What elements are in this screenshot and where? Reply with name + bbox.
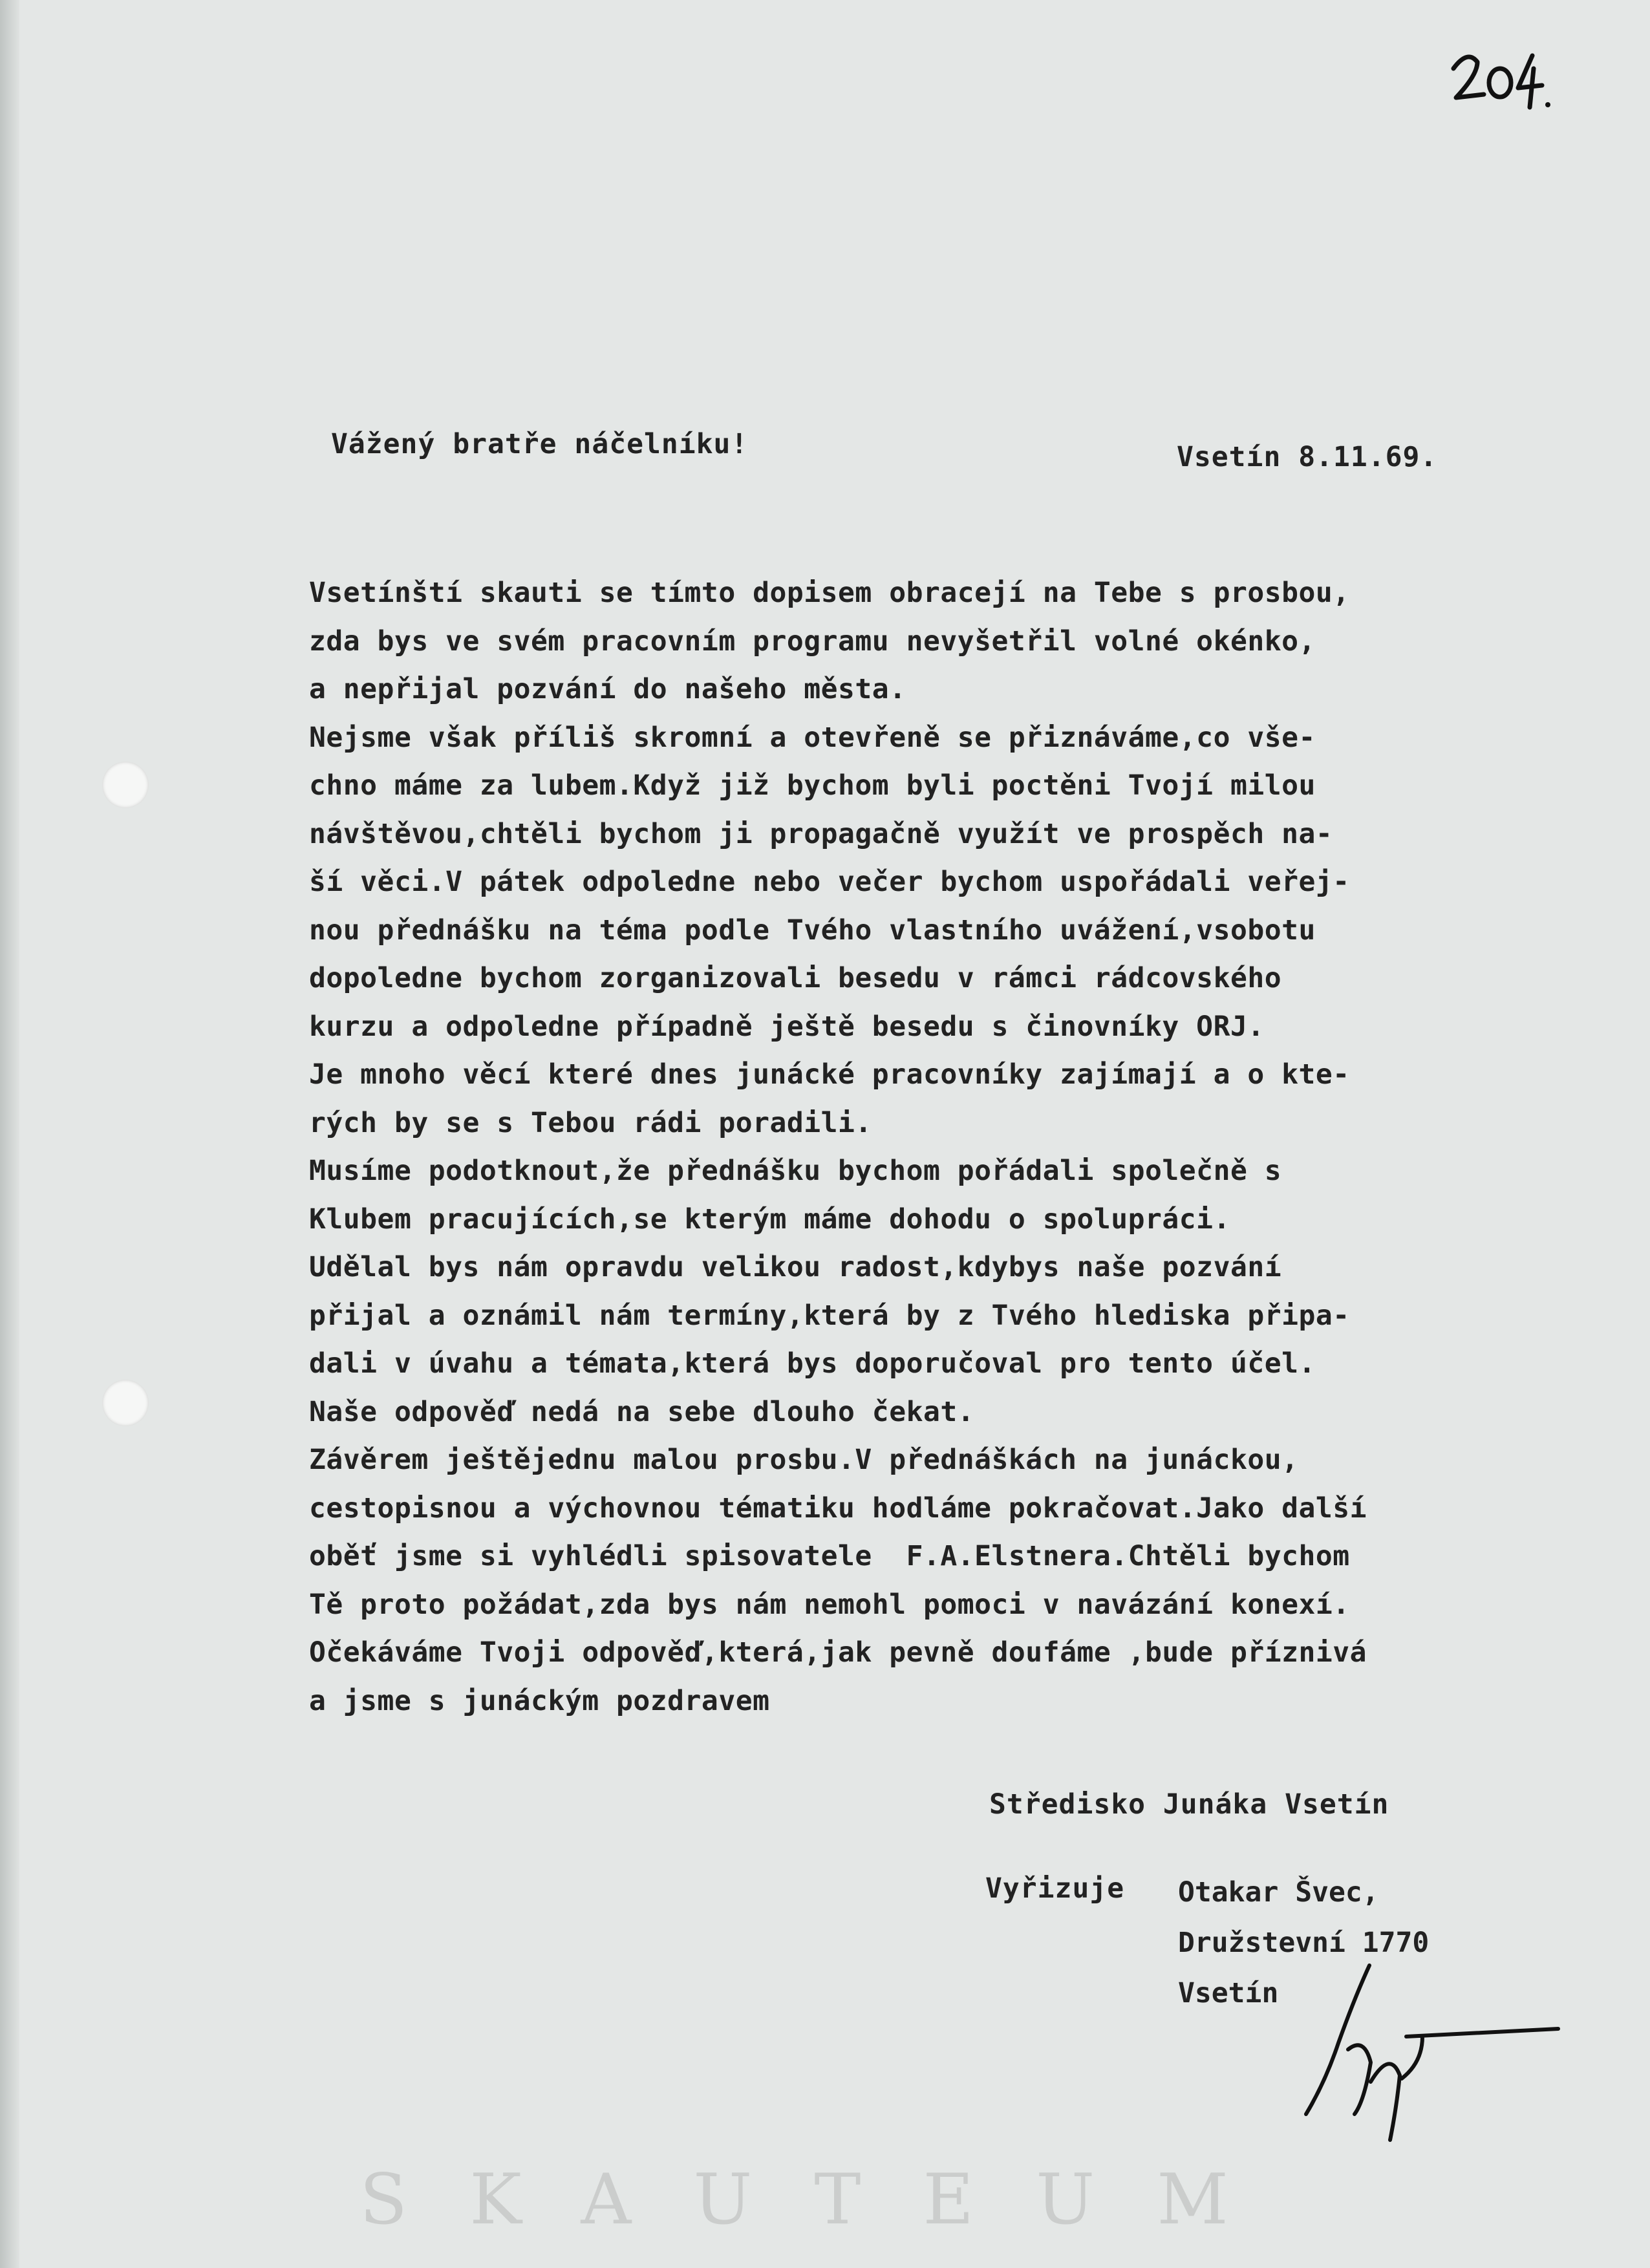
address-line: Družstevní 1770	[1178, 1927, 1430, 1959]
body-line: cestopisnou a výchovnou tématiku hodláme pokračovat.Jako další	[309, 1492, 1367, 1524]
letter-body	[309, 569, 1367, 1725]
body-line: a nepřijal pozvání do našeho města.	[309, 673, 906, 705]
body-line: přijal a oznámil nám termíny,která by z Tvého hlediska připa-	[309, 1299, 1350, 1332]
body-line: Musíme podotknout,že přednášku bychom pořádali společně s	[309, 1155, 1282, 1187]
watermark: SKAUTEUM	[359, 2159, 1291, 2240]
body-line: dopoledne bychom zorganizovali besedu v rámci rádcovského	[309, 962, 1282, 994]
body-line: chno máme za lubem.Když již bychom byli poctěni Tvojí milou	[309, 769, 1316, 802]
body-line: zda bys ve svém pracovním programu nevyšetřil volné okénko,	[309, 625, 1316, 658]
body-line: Klubem pracujících,se kterým máme dohodu o spolupráci.	[309, 1203, 1230, 1236]
body-line: Naše odpověď nedá na sebe dlouho čekat.	[309, 1395, 975, 1428]
body-line: dali v úvahu a témata,která bys doporučoval pro tento účel.	[309, 1347, 1316, 1380]
body-line: Vsetínští skauti se tímto dopisem obracejí na Tebe s prosbou,	[309, 577, 1350, 609]
paper-left-edge	[0, 0, 19, 2268]
body-line: a jsme s junáckým pozdravem	[309, 1684, 770, 1717]
body-line: Tě proto požádat,zda bys nám nemohl pomoci v navázání konexí.	[309, 1588, 1350, 1621]
body-line: rých by se s Tebou rádi poradili.	[309, 1106, 872, 1139]
punch-hole	[102, 762, 149, 808]
handwritten-page-number	[1448, 43, 1552, 114]
punch-hole	[102, 1380, 149, 1426]
body-line: Nejsme však příliš skromní a otevřeně se přiznáváme,co vše-	[309, 721, 1316, 754]
organization-name: Středisko Junáka Vsetín	[989, 1788, 1389, 1821]
address-line: Otakar Švec,	[1178, 1876, 1379, 1909]
body-line: Očekáváme Tvoji odpověď,která,jak pevně doufáme ,bude příznivá	[309, 1636, 1367, 1669]
body-line: ší věci.V pátek odpoledne nebo večer bychom uspořádali veřej-	[309, 866, 1350, 898]
body-line: Je mnoho věcí které dnes junácké pracovníky zajímají a o kte-	[309, 1058, 1350, 1091]
body-line: návštěvou,chtěli bychom ji propagačně využít ve prospěch na-	[309, 817, 1333, 850]
body-line: nou přednášku na téma podle Tvého vlastního uvážení,vsobotu	[309, 914, 1316, 947]
handwritten-signature	[1293, 1952, 1565, 2146]
body-line: kurzu a odpoledne případně ještě besedu s činovníky ORJ.	[309, 1010, 1265, 1043]
place-and-date: Vsetín 8.11.69.	[1177, 441, 1438, 473]
body-line: Závěrem ještějednu malou prosbu.V přednáškách na junáckou,	[309, 1444, 1299, 1476]
body-line: Udělal bys nám opravdu velikou radost,kdybys naše pozvání	[309, 1251, 1282, 1283]
handled-by-label: Vyřizuje	[985, 1872, 1125, 1905]
body-line: oběť jsme si vyhlédli spisovatele F.A.Elstnera.Chtěli bychom	[309, 1540, 1350, 1572]
salutation: Vážený bratře náčelníku!	[331, 428, 749, 460]
address-line: Vsetín	[1178, 1977, 1279, 2009]
